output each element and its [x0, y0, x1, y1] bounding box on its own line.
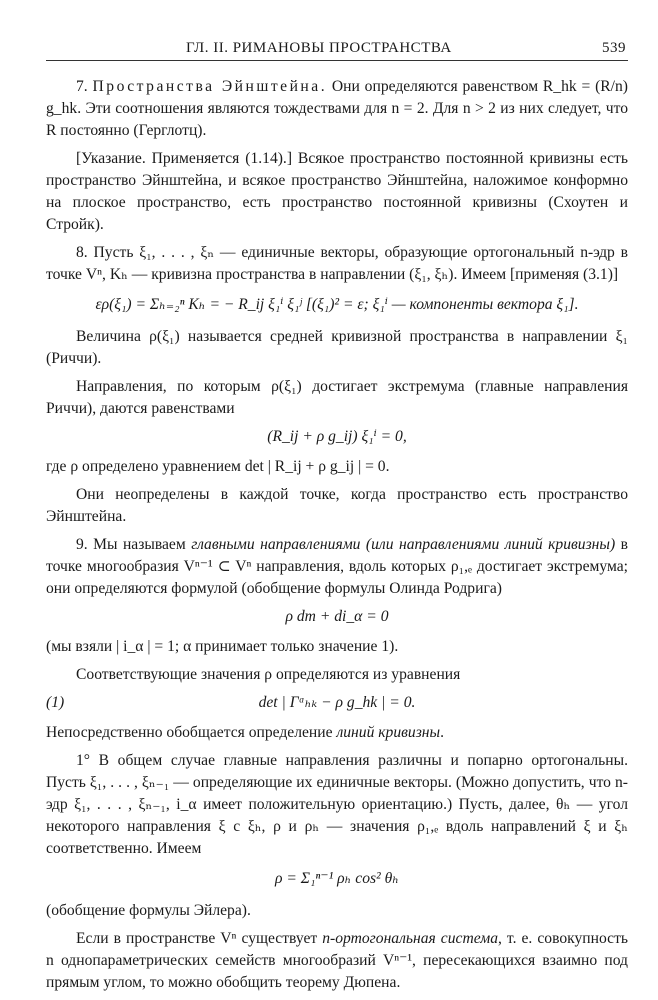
- item8-paragraph3: Направления, по которым ρ(ξ₁) достигает экстремума (главные направления Риччи), даются равенствами: [46, 378, 628, 417]
- item9-equation3: ρ = Σ₁ⁿ⁻¹ ρₕ cos² θₕ: [274, 870, 400, 887]
- chapter-title: ГЛ. II. РИМАНОВЫ ПРОСТРАНСТВА: [186, 40, 452, 56]
- item8-paragraph1: 8. Пусть ξ₁, . . . , ξₙ — единичные векторы, образующие ортогональный n-эдр в точке Vⁿ, Kₕ — кривизна пространства в направлении (ξ₁, ξₕ). Имеем [применяя (3.1)]: [46, 244, 628, 283]
- item9-equation2: [46, 692, 628, 714]
- item7-text: Они определяются равенством R_hk = (R/n) g_hk. Эти соотношения являются тождествами для n = 2. Для n > 2 из них следует, что R постоянно (Герглотц).: [46, 78, 629, 139]
- item7-number: 7.: [76, 78, 88, 95]
- item7-title: Пространства Эйнштейна.: [92, 78, 328, 95]
- item9-paragraph5: 1° В общем случае главные направления различны и попарно ортогональны. Пусть ξ₁, . . . , ξₙ₋₁ — определяющие их единичные векторы. (Можно допустить, что n-эдр ξ₁, . . . , ξₙ₋₁, i_α имеет положительную ориентацию.) Пусть, далее, θₕ — угол некоторого направления ξ с ξₕ, ρ и ρₕ — значения ρ₁,ₑ вдоль направлений ξ и ξₕ соответственно. Имеем: [46, 752, 628, 857]
- item9-p4-end: .: [440, 724, 445, 741]
- item9-p7-end: , т. е. совокупность n однопараметрических семейств многообразий Vⁿ⁻¹, пересекающихся взаимно под прямым углом, то можно обобщить теорему Дюпена.: [46, 930, 629, 991]
- equation-label: (1): [46, 694, 65, 711]
- running-header: [46, 38, 628, 61]
- item9-paragraph1: [46, 534, 628, 600]
- item9-paragraph4: [46, 722, 628, 744]
- item9-p1-end: в точке многообразия Vⁿ⁻¹ ⊂ Vⁿ направления, вдоль которых ρ₁,ₑ достигает экстремума; они определяются формулой (обобщение формулы Олинда Родрига): [46, 536, 628, 597]
- hint-paragraph: [Указание. Применяется (1.14).] Всякое пространство постоянной кривизны есть пространство Эйнштейна, и всякое пространство Эйнштейна, наложимое конформно на плоское пространство, есть пространство постоянной кривизны (Схоутен и Стройк).: [46, 150, 628, 233]
- item8-equation1: ερ(ξ₁) = Σₕ₌₂ⁿ Kₕ = − R_ij ξ₁ⁱ ξ₁ʲ [(ξ₁)² = ε; ξ₁ⁱ — компоненты вектора ξ₁].: [95, 296, 579, 313]
- item8-paragraph2: Величина ρ(ξ₁) называется средней кривизной пространства в направлении ξ₁ (Риччи).: [46, 328, 628, 367]
- item9-paragraph3: Соответствующие значения ρ определяются из уравнения: [76, 666, 461, 683]
- item9-p4-start: Непосредственно обобщается определение: [46, 724, 337, 741]
- item9-term-curvature-lines: линий кривизны: [336, 724, 441, 741]
- item7-paragraph: [46, 76, 628, 142]
- item9-term-principal-directions: главными направлениями (или направлениями линий кривизны): [191, 536, 616, 553]
- item8-paragraph5: Они неопределены в каждой точке, когда пространство есть пространство Эйнштейна.: [46, 486, 628, 525]
- item8-equation2: (R_ij + ρ g_ij) ξ₁ⁱ = 0,: [267, 428, 407, 445]
- item9-term-orthogonal-system: n-ортогональная система: [322, 930, 498, 947]
- page-body: [46, 76, 628, 1000]
- item9-p1-start: 9. Мы называем: [76, 536, 192, 553]
- item9-equation1: ρ dm + di_α = 0: [285, 608, 389, 625]
- item9-paragraph7: [46, 928, 628, 994]
- item8-paragraph4: где ρ определено уравнением det | R_ij + ρ g_ij | = 0.: [46, 458, 390, 475]
- equation2-body: det | Γᵅₕₖ − ρ g_hk | = 0.: [258, 694, 416, 711]
- item9-p7-start: Если в пространстве Vⁿ существует: [76, 930, 323, 947]
- item9-paragraph2: (мы взяли | i_α | = 1; α принимает только значение 1).: [46, 638, 399, 655]
- page-number: 539: [602, 40, 626, 56]
- item9-paragraph6: (обобщение формулы Эйлера).: [46, 902, 251, 919]
